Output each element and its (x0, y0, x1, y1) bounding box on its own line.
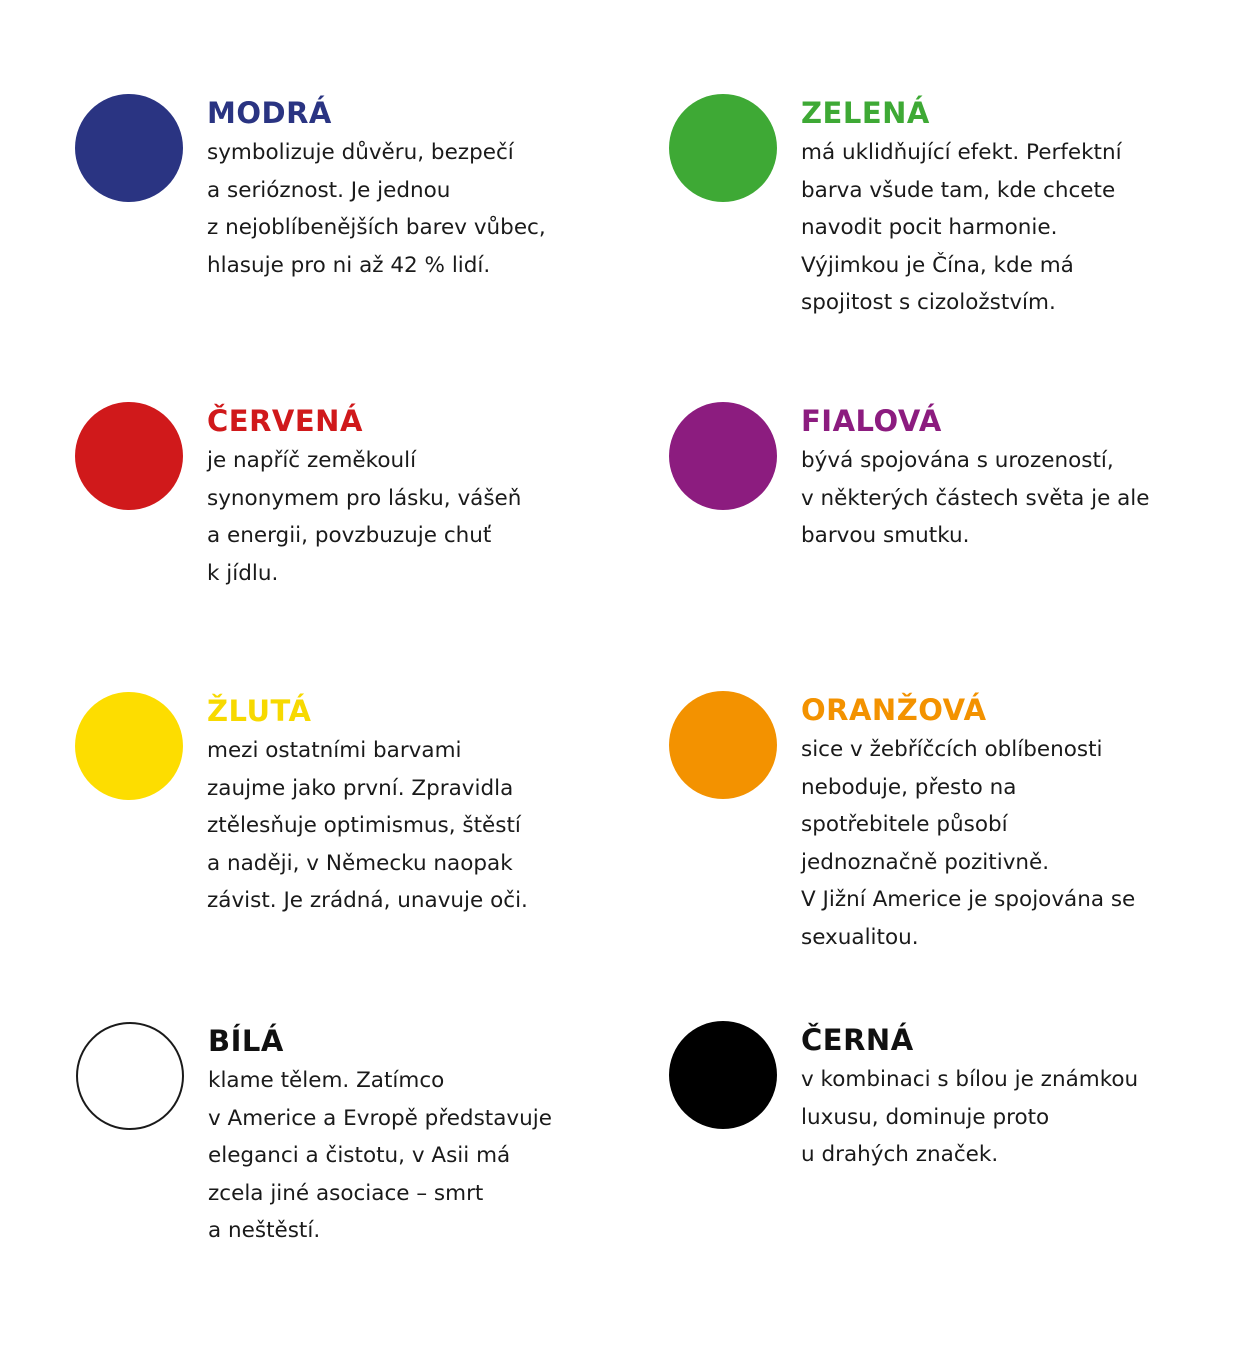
swatch-zelena (669, 94, 777, 202)
desc-line: v Americe a Evropě představuje (208, 1105, 552, 1131)
swatch-modra (75, 94, 183, 202)
swatch-fialova (669, 402, 777, 510)
desc-line: v některých částech světa je ale (801, 485, 1150, 511)
title-oranzova: ORANŽOVÁ (801, 693, 987, 727)
desc-line: neboduje, přesto na (801, 774, 1017, 800)
desc-line: synonymem pro lásku, vášeň (207, 485, 522, 511)
desc-line: z nejoblíbenějších barev vůbec, (207, 215, 546, 240)
desc-line: Výjimkou je Čína, kde má (801, 252, 1074, 278)
swatch-bila (76, 1022, 184, 1130)
desc-line: jednoznačně pozitivně. (801, 849, 1050, 875)
title-fialova: FIALOVÁ (801, 404, 942, 438)
desc-line: ztělesňuje optimismus, štěstí (207, 813, 521, 838)
title-cervena: ČERVENÁ (207, 404, 363, 438)
desc-line: a neštěstí. (208, 1218, 321, 1243)
desc-line: závist. Je zrádná, unavuje oči. (207, 888, 528, 913)
swatch-zluta (75, 692, 183, 800)
title-zluta: ŽLUTÁ (207, 694, 312, 728)
desc-line: eleganci a čistotu, v Asii má (208, 1143, 511, 1168)
desc-line: navodit pocit harmonie. (801, 215, 1058, 240)
desc-line: symbolizuje důvěru, bezpečí (207, 140, 514, 165)
swatch-oranzova (669, 691, 777, 799)
desc-zluta (207, 732, 528, 920)
desc-line: zcela jiné asociace – smrt (208, 1180, 484, 1206)
desc-line: u drahých značek. (801, 1142, 999, 1167)
desc-line: je napříč zeměkoulí (207, 448, 417, 473)
desc-line: v kombinaci s bílou je známkou (801, 1067, 1139, 1092)
desc-bila (208, 1062, 552, 1250)
desc-line: spojitost s cizoložstvím. (801, 290, 1056, 315)
swatch-cervena (75, 402, 183, 510)
desc-line: zaujme jako první. Zpravidla (207, 775, 514, 801)
desc-line: barva všude tam, kde chcete (801, 177, 1116, 203)
title-bila: BÍLÁ (208, 1024, 284, 1058)
desc-zelena (801, 134, 1122, 322)
swatch-cerna (669, 1021, 777, 1129)
desc-cerna (801, 1061, 1138, 1174)
title-zelena: ZELENÁ (801, 96, 930, 130)
desc-oranzova (801, 731, 1135, 956)
title-cerna: ČERNÁ (801, 1023, 914, 1057)
desc-modra (207, 134, 546, 284)
desc-line: spotřebitele působí (801, 812, 1008, 837)
desc-line: mezi ostatními barvami (207, 738, 462, 763)
desc-line: V Jižní Americe je spojována se (801, 887, 1136, 912)
desc-line: a serióznost. Je jednou (207, 177, 451, 203)
desc-line: hlasuje pro ni až 42 % lidí. (207, 252, 491, 278)
desc-cervena (207, 442, 521, 592)
desc-line: k jídlu. (207, 560, 279, 586)
desc-fialova (801, 442, 1150, 555)
title-modra: MODRÁ (207, 96, 332, 130)
desc-line: bývá spojována s urozeností, (801, 448, 1114, 473)
desc-line: a energii, povzbuzuje chuť (207, 523, 492, 548)
desc-line: klame tělem. Zatímco (208, 1068, 445, 1093)
desc-line: luxusu, dominuje proto (801, 1104, 1050, 1130)
desc-line: má uklidňující efekt. Perfektní (801, 140, 1122, 165)
desc-line: a naději, v Německu naopak (207, 850, 513, 876)
desc-line: sice v žebříčcích oblíbenosti (801, 737, 1103, 762)
desc-line: sexualitou. (801, 924, 919, 950)
desc-line: barvou smutku. (801, 523, 970, 548)
